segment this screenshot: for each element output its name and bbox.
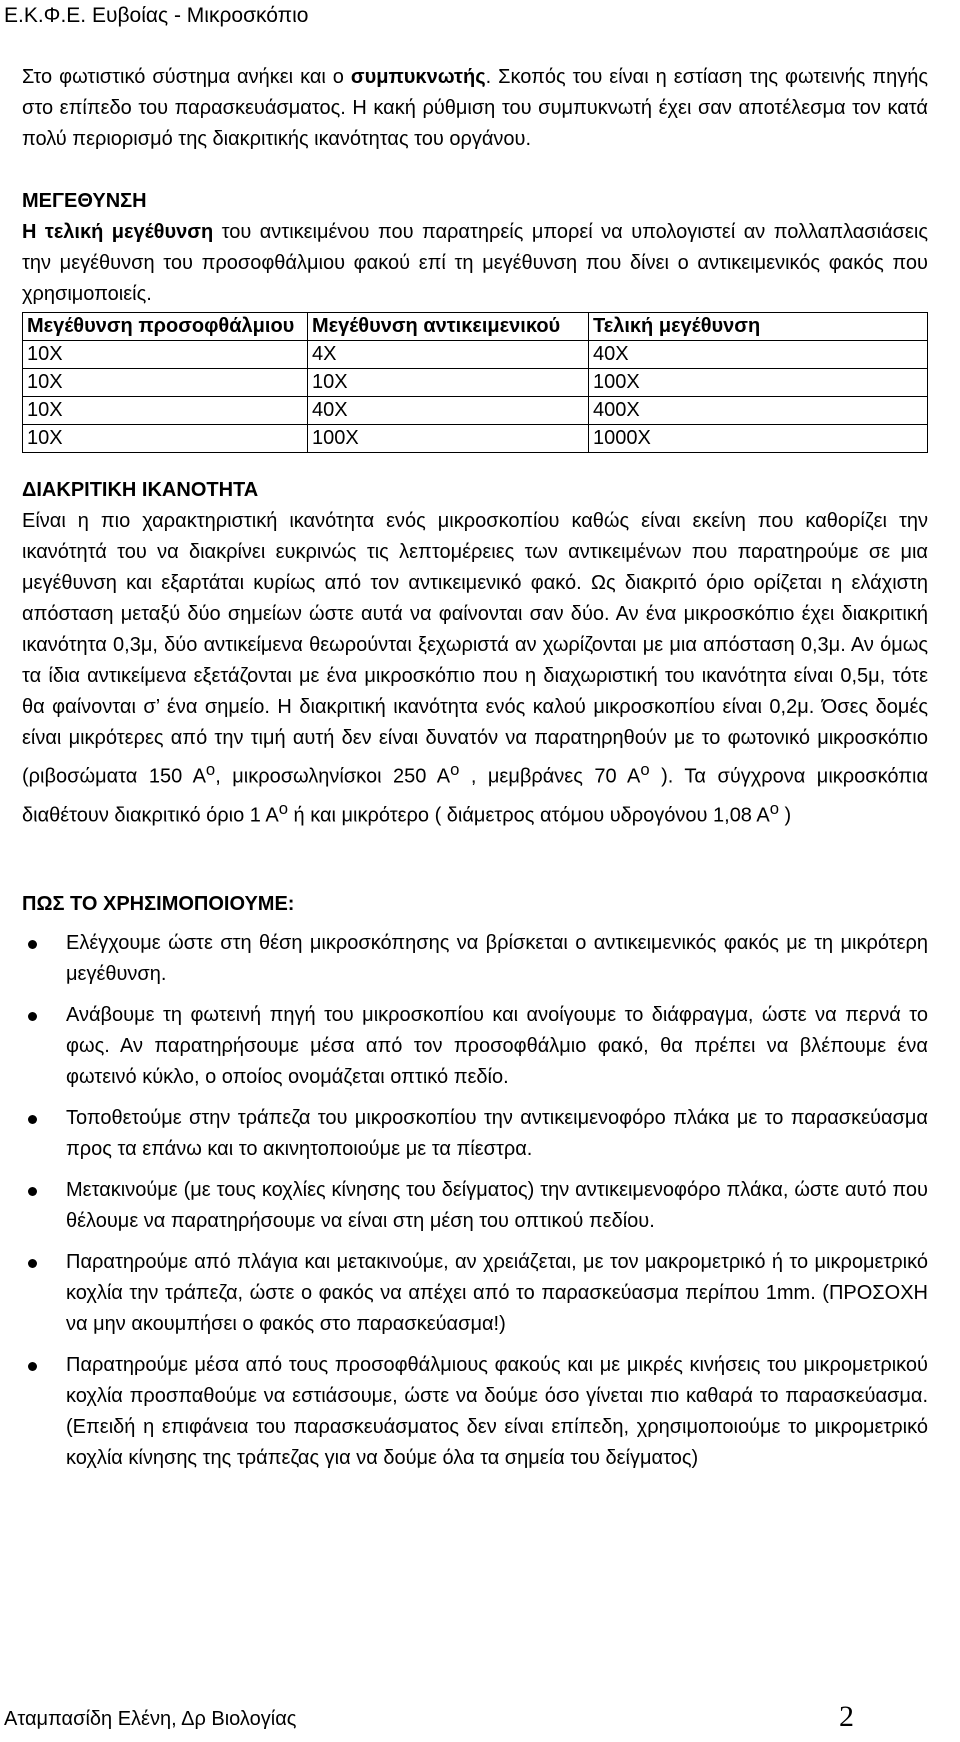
table-cell: 100X bbox=[308, 425, 589, 453]
list-item-text: Ελέγχουμε ώστε στη θέση μικροσκόπησης να βρίσκεται ο αντικειμενικός φακός με τη μικρότερη μεγέθυνση. bbox=[66, 932, 928, 986]
page-footer bbox=[0, 1700, 960, 1740]
intro-text-start: Στο φωτιστικό σύστημα ανήκει και ο bbox=[22, 66, 351, 88]
list-item-text: Παρατηρούμε από πλάγια και μετακινούμε, αν χρειάζεται, με τον μακρομετρικό ή το μικρομετρικό κοχλία την τράπεζα, ώστε ο φακός να απέχει από το παρασκεύασμα περίπου 1mm. (ΠΡΟΣΟΧΗ να μην ακουμπήσει ο φακός στο παρασκεύασμα!) bbox=[66, 1251, 928, 1336]
intro-text-end: . Σκοπός του είναι η εστίαση της φωτεινής πηγής στο επίπεδο του παρασκευάσματος. Η κακή ρύθμιση του συμπυκνωτή έχει σαν αποτέλεσμα τον κατά πολύ περιορισμό της διακριτικής ικανότητας του οργάνου. bbox=[22, 66, 928, 150]
intro-paragraph bbox=[22, 62, 928, 155]
magnification-text: του αντικειμένου που παρατηρείς μπορεί να υπολογιστεί αν πολλαπλασιάσεις την μεγέθυνση του προσοφθάλμιου φακού επί τη μεγέθυνση που δίνει ο αντικειμενικός φακός που χρησιμοποιείς. bbox=[22, 221, 928, 305]
resolution-text: , μικροσωληνίσκοι 250 Α bbox=[215, 765, 451, 788]
table-cell: 40X bbox=[589, 341, 928, 369]
footer-author: Αταμπασίδη Ελένη, Δρ Βιολογίας bbox=[4, 1708, 297, 1730]
bullet-icon bbox=[28, 1259, 37, 1268]
table-row bbox=[23, 341, 928, 369]
table-header-cell: Μεγέθυνση προσοφθάλμιου bbox=[23, 313, 308, 341]
magnification-heading: ΜΕΓΕΘΥΝΣΗ bbox=[22, 190, 147, 212]
page-header: Ε.Κ.Φ.Ε. Ευβοίας - Μικροσκόπιο bbox=[4, 4, 309, 27]
list-item-text: Παρατηρούμε μέσα από τους προσοφθάλμιους φακούς και με μικρές κινήσεις του μικρομετρικού κοχλία προσπαθούμε να εστιάσουμε, ώστε να δούμε όσο γίνεται πιο καθαρά το παρασκεύασμα. (Επειδή η επιφάνεια του παρασκευάσματος δεν είναι επίπεδη, χρησιμοποιούμε το μικρομετρικό κοχλία κίνησης της τράπεζας για να δούμε όλα τα σημεία του δείγματος) bbox=[66, 1354, 928, 1470]
degree-sup: ο bbox=[640, 760, 650, 779]
resolution-paragraph bbox=[22, 506, 928, 831]
list-item bbox=[22, 1000, 928, 1093]
table-cell: 100X bbox=[589, 369, 928, 397]
degree-sup: ο bbox=[450, 760, 460, 779]
usage-steps-list bbox=[22, 928, 928, 1474]
resolution-text: ή και μικρότερο ( διάμετρος ατόμου υδρογόνου 1,08 Α bbox=[287, 804, 770, 827]
list-item bbox=[22, 1247, 928, 1340]
magnification-paragraph bbox=[22, 217, 928, 310]
table-cell: 10X bbox=[23, 341, 308, 369]
resolution-text: ). Τα σύγχρονα μικροσκόπια διαθέτουν διακριτικό όριο 1 Α bbox=[22, 765, 929, 827]
degree-sup: ο bbox=[205, 760, 216, 779]
list-item-text: Ανάβουμε τη φωτεινή πηγή του μικροσκοπίου και ανοίγουμε το διάφραγμα, ώστε να περνά το φως. Αν παρατηρήσουμε μέσα από τον προσοφθάλμιο φακό, θα πρέπει να βλέπουμε ένα φωτεινό κύκλο, ο οποίος ονομάζεται οπτικό πεδίο. bbox=[66, 1004, 928, 1089]
magnification-table bbox=[22, 312, 928, 453]
table-row bbox=[23, 397, 928, 425]
degree-sup: ο bbox=[769, 798, 779, 818]
usage-heading: ΠΩΣ ΤΟ ΧΡΗΣΙΜΟΠΟΙΟΥΜΕ: bbox=[22, 893, 295, 916]
resolution-heading: ΔΙΑΚΡΙΤΙΚΗ ΙΚΑΝΟΤΗΤΑ bbox=[22, 479, 259, 501]
resolution-text: , μεμβράνες 70 Α bbox=[459, 765, 641, 788]
list-item-text: Μετακινούμε (με τους κοχλίες κίνησης του δείγματος) την αντικειμενοφόρο πλάκα, ώστε αυτό που θέλουμε να παρατηρήσουμε να είναι στη μέση του οπτικού πεδίου. bbox=[66, 1179, 928, 1233]
page-number: 2 bbox=[839, 1700, 854, 1733]
table-row bbox=[23, 369, 928, 397]
resolution-text: ) bbox=[779, 804, 792, 827]
table-cell: 400X bbox=[589, 397, 928, 425]
degree-sup: ο bbox=[278, 798, 288, 818]
bullet-icon bbox=[28, 1012, 37, 1021]
list-item bbox=[22, 1350, 928, 1474]
list-item bbox=[22, 928, 928, 990]
table-cell: 10X bbox=[308, 369, 589, 397]
resolution-text: Είναι η πιο χαρακτηριστική ικανότητα ενός μικροσκοπίου καθώς είναι εκείνη που καθορίζει την ικανότητά του να διακρίνει ευκρινώς τις λεπτομέρειες των αντικειμένων που παρατηρούμε σε μια μεγέθυνση και εξαρτάται κυρίως από τον αντικειμενικό φακό. Ως διακριτό όριο ορίζεται η ελάχιστη απόσταση μεταξύ δύο σημείων ώστε αυτά να φαίνονται σαν δύο. Αν ένα μικροσκόπιο έχει διακριτική ικανότητα 0,3μ, δύο αντικείμενα θεωρούνται ξεχωριστά αν χωρίζονται με μια απόσταση 0,3μ. Αν όμως τα ίδια αντικείμενα εξετάζονται με ένα μικροσκόπιο που η διαχωριστική του ικανότητα είναι 0,5μ, τότε θα φαίνονται σ’ ένα σημείο. Η διακριτική ικανότητα ενός καλού μικροσκοπίου είναι 0,2μ. Όσες δομές είναι μικρότερες από την τιμή αυτή δεν είναι δυνατόν να παρατηρηθούν με το φωτονικό μικροσκόπιο (ριβοσώματα 150 Α bbox=[22, 510, 928, 788]
bullet-icon bbox=[28, 940, 37, 949]
magnification-bold-term: Η τελική μεγέθυνση bbox=[22, 221, 214, 243]
list-item bbox=[22, 1103, 928, 1165]
bullet-icon bbox=[28, 1115, 37, 1124]
table-row bbox=[23, 425, 928, 453]
bullet-icon bbox=[28, 1362, 37, 1371]
page-content bbox=[22, 62, 928, 1484]
table-cell: 40X bbox=[308, 397, 589, 425]
list-item-text: Τοποθετούμε στην τράπεζα του μικροσκοπίου την αντικειμενοφόρο πλάκα με το παρασκεύασμα προς τα επάνω και το ακινητοποιούμε με τα πίεστρα. bbox=[66, 1107, 928, 1161]
list-item bbox=[22, 1175, 928, 1237]
table-cell: 10X bbox=[23, 369, 308, 397]
table-header-cell: Μεγέθυνση αντικειμενικού bbox=[308, 313, 589, 341]
table-header-cell: Τελική μεγέθυνση bbox=[589, 313, 928, 341]
table-header-row bbox=[23, 313, 928, 341]
table-cell: 10X bbox=[23, 425, 308, 453]
table-cell: 4X bbox=[308, 341, 589, 369]
table-cell: 10X bbox=[23, 397, 308, 425]
bullet-icon bbox=[28, 1187, 37, 1196]
table-cell: 1000X bbox=[589, 425, 928, 453]
intro-bold-term: συμπυκνωτής bbox=[350, 66, 486, 88]
